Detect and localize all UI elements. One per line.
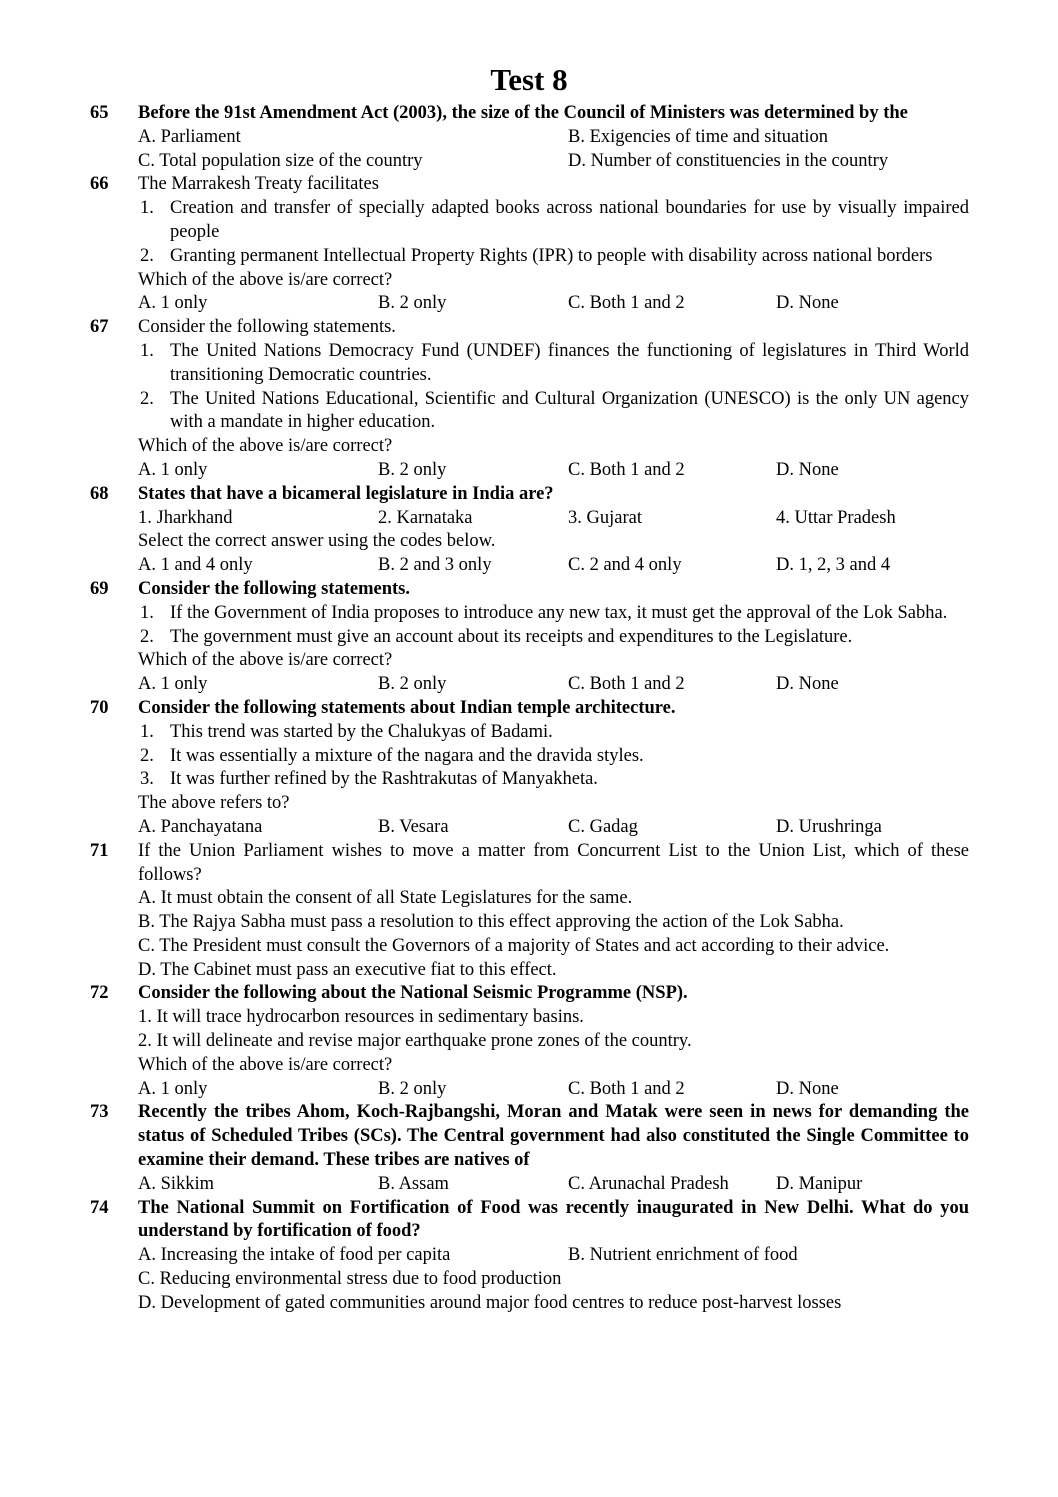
question-number: 71 [90, 840, 109, 861]
options-grid [138, 673, 969, 697]
statement-text: If the Government of India proposes to introduce any new tax, it must get the approval of the Lok Sabha. [170, 602, 948, 623]
answer-option: C. Both 1 and 2 [568, 1078, 685, 1099]
answer-option: C. Reducing environmental stress due to food production [138, 1269, 562, 1290]
question-prompt: Which of the above is/are correct? [138, 650, 393, 671]
statement-number: 1. [140, 602, 154, 623]
question-stem: Consider the following about the National Seismic Programme (NSP). [138, 983, 688, 1004]
question-68 [90, 483, 969, 578]
statement-text: This trend was started by the Chalukyas of Badami. [170, 721, 553, 742]
statement [138, 602, 969, 626]
question-list [90, 102, 969, 1316]
question-74 [90, 1197, 969, 1316]
question-prompt: The above refers to? [138, 793, 290, 814]
answer-option: A. 1 and 4 only [138, 555, 253, 576]
question-prompt: Which of the above is/are correct? [138, 436, 393, 457]
question-number: 66 [90, 174, 109, 195]
answer-option: C. Total population size of the country [138, 150, 423, 171]
answer-option: C. Both 1 and 2 [568, 293, 685, 314]
options-grid [138, 292, 969, 316]
options-grid [138, 816, 969, 840]
statement-text: The United Nations Democracy Fund (UNDEF) finances the functioning of legislatures in Third World transitioning Democratic countries. [170, 340, 969, 385]
answer-option: D. None [776, 293, 839, 314]
question-prompt: Which of the above is/are correct? [138, 1054, 393, 1075]
question-65 [90, 102, 969, 173]
options-grid [138, 1078, 969, 1102]
question-stem: If the Union Parliament wishes to move a matter from Concurrent List to the Union List, which of these follows? [138, 840, 969, 885]
answer-option: D. None [776, 674, 839, 695]
question-number: 68 [90, 483, 109, 504]
answer-option: A. Increasing the intake of food per capita [138, 1245, 451, 1266]
options-grid [138, 459, 969, 483]
answer-option: B. Nutrient enrichment of food [568, 1245, 798, 1266]
statement [138, 721, 969, 745]
statement: 2. It will delineate and revise major earthquake prone zones of the country. [138, 1031, 692, 1052]
question-66 [90, 173, 969, 316]
answer-option: A. Parliament [138, 126, 241, 147]
item-grid [138, 507, 969, 531]
answer-option: A. 1 only [138, 459, 208, 480]
list-item: 2. Karnataka [378, 507, 473, 528]
answer-option: B. 2 only [378, 459, 447, 480]
statement: 1. It will trace hydrocarbon resources in sedimentary basins. [138, 1007, 584, 1028]
statement-text: It was further refined by the Rashtrakutas of Manyakheta. [170, 769, 598, 790]
answer-option: B. The Rajya Sabha must pass a resolution to this effect approving the action of the Lok Sabha. [138, 912, 844, 933]
answer-option: C. Both 1 and 2 [568, 459, 685, 480]
answer-option: B. 2 and 3 only [378, 555, 492, 576]
question-70 [90, 697, 969, 840]
list-item: 3. Gujarat [568, 507, 642, 528]
question-number: 73 [90, 1102, 109, 1123]
statement-number: 2. [140, 245, 154, 266]
answer-option: C. Both 1 and 2 [568, 674, 685, 695]
statement-text: The government must give an account about its receipts and expenditures to the Legislature. [170, 626, 853, 647]
question-stem: Consider the following statements. [138, 578, 411, 599]
statement-number: 2. [140, 745, 154, 766]
statement [138, 388, 969, 436]
options-grid [138, 554, 969, 578]
question-67 [90, 316, 969, 483]
question-number: 69 [90, 578, 109, 599]
question-69 [90, 578, 969, 697]
list-item: 1. Jharkhand [138, 507, 233, 528]
question-number: 65 [90, 103, 109, 123]
statement [138, 340, 969, 388]
answer-option: A. 1 only [138, 674, 208, 695]
list-item: 4. Uttar Pradesh [776, 507, 896, 528]
question-stem: The National Summit on Fortification of Food was recently inaugurated in New Delhi. What do you understand by fortification of food? [138, 1197, 969, 1242]
question-stem: Before the 91st Amendment Act (2003), the size of the Council of Ministers was determined by the [138, 103, 908, 123]
question-number: 70 [90, 697, 109, 718]
statement-number: 2. [140, 388, 154, 409]
statement-text: The United Nations Educational, Scientific and Cultural Organization (UNESCO) is the only UN agency with a mandate in higher education. [170, 388, 969, 433]
options-grid [138, 1173, 969, 1197]
options-grid [138, 126, 969, 174]
statement [138, 197, 969, 245]
question-stem: Recently the tribes Ahom, Koch-Rajbangshi, Moran and Matak were seen in news for demanding the status of Scheduled Tribes (SCs). The Central government had also constituted the Single Committee to examine their demand. These tribes are natives of [138, 1102, 969, 1171]
answer-option: D. The Cabinet must pass an executive fiat to this effect. [138, 959, 557, 980]
question-number: 67 [90, 317, 109, 338]
options-grid [138, 1244, 969, 1268]
question-stem: Consider the following statements about Indian temple architecture. [138, 697, 676, 718]
answer-option: A. Panchayatana [138, 816, 263, 837]
answer-option: B. Exigencies of time and situation [568, 126, 828, 147]
statement [138, 245, 969, 269]
answer-option: D. Number of constituencies in the country [568, 150, 889, 171]
statement-number: 1. [140, 340, 154, 361]
answer-option: B. 2 only [378, 674, 447, 695]
statement [138, 745, 969, 769]
statement-text: Creation and transfer of specially adapted books across national boundaries for use by visually impaired people [170, 198, 969, 242]
answer-option: C. The President must consult the Governors of a majority of States and act according to their advice. [138, 935, 890, 956]
answer-option: A. Sikkim [138, 1173, 215, 1194]
answer-option: A. 1 only [138, 293, 208, 314]
question-number: 72 [90, 983, 109, 1004]
statement [138, 626, 969, 650]
question-71 [90, 840, 969, 983]
statement-number: 3. [140, 769, 154, 790]
answer-option: B. 2 only [378, 293, 447, 314]
statement-number: 2. [140, 626, 154, 647]
question-72 [90, 982, 969, 1101]
answer-option: C. Gadag [568, 816, 638, 837]
statement-text: It was essentially a mixture of the nagara and the dravida styles. [170, 745, 644, 766]
answer-option: C. 2 and 4 only [568, 555, 682, 576]
answer-option: A. It must obtain the consent of all State Legislatures for the same. [138, 888, 633, 909]
statement [138, 768, 969, 792]
question-stem: States that have a bicameral legislature in India are? [138, 483, 554, 504]
answer-option: D. 1, 2, 3 and 4 [776, 555, 891, 576]
answer-option: D. Development of gated communities around major food centres to reduce post-harvest losses [138, 1292, 842, 1313]
question-prompt: Which of the above is/are correct? [138, 269, 393, 290]
question-prompt: Select the correct answer using the codes below. [138, 531, 496, 552]
page-title: Test 8 [490, 62, 568, 97]
answer-option: D. None [776, 459, 839, 480]
question-73 [90, 1101, 969, 1196]
question-stem: Consider the following statements. [138, 317, 396, 338]
answer-option: B. 2 only [378, 1078, 447, 1099]
answer-option: A. 1 only [138, 1078, 208, 1099]
answer-option: C. Arunachal Pradesh [568, 1173, 729, 1194]
statement-text: Granting permanent Intellectual Property Rights (IPR) to people with disability across national borders [170, 245, 933, 266]
question-number: 74 [90, 1197, 109, 1218]
answer-option: B. Vesara [378, 816, 449, 837]
answer-option: D. Manipur [776, 1173, 863, 1194]
answer-option: D. None [776, 1078, 839, 1099]
question-stem: The Marrakesh Treaty facilitates [138, 174, 379, 195]
statement-number: 1. [140, 721, 154, 742]
answer-option: B. Assam [378, 1173, 449, 1194]
answer-option: D. Urushringa [776, 816, 882, 837]
statement-number: 1. [140, 198, 154, 219]
